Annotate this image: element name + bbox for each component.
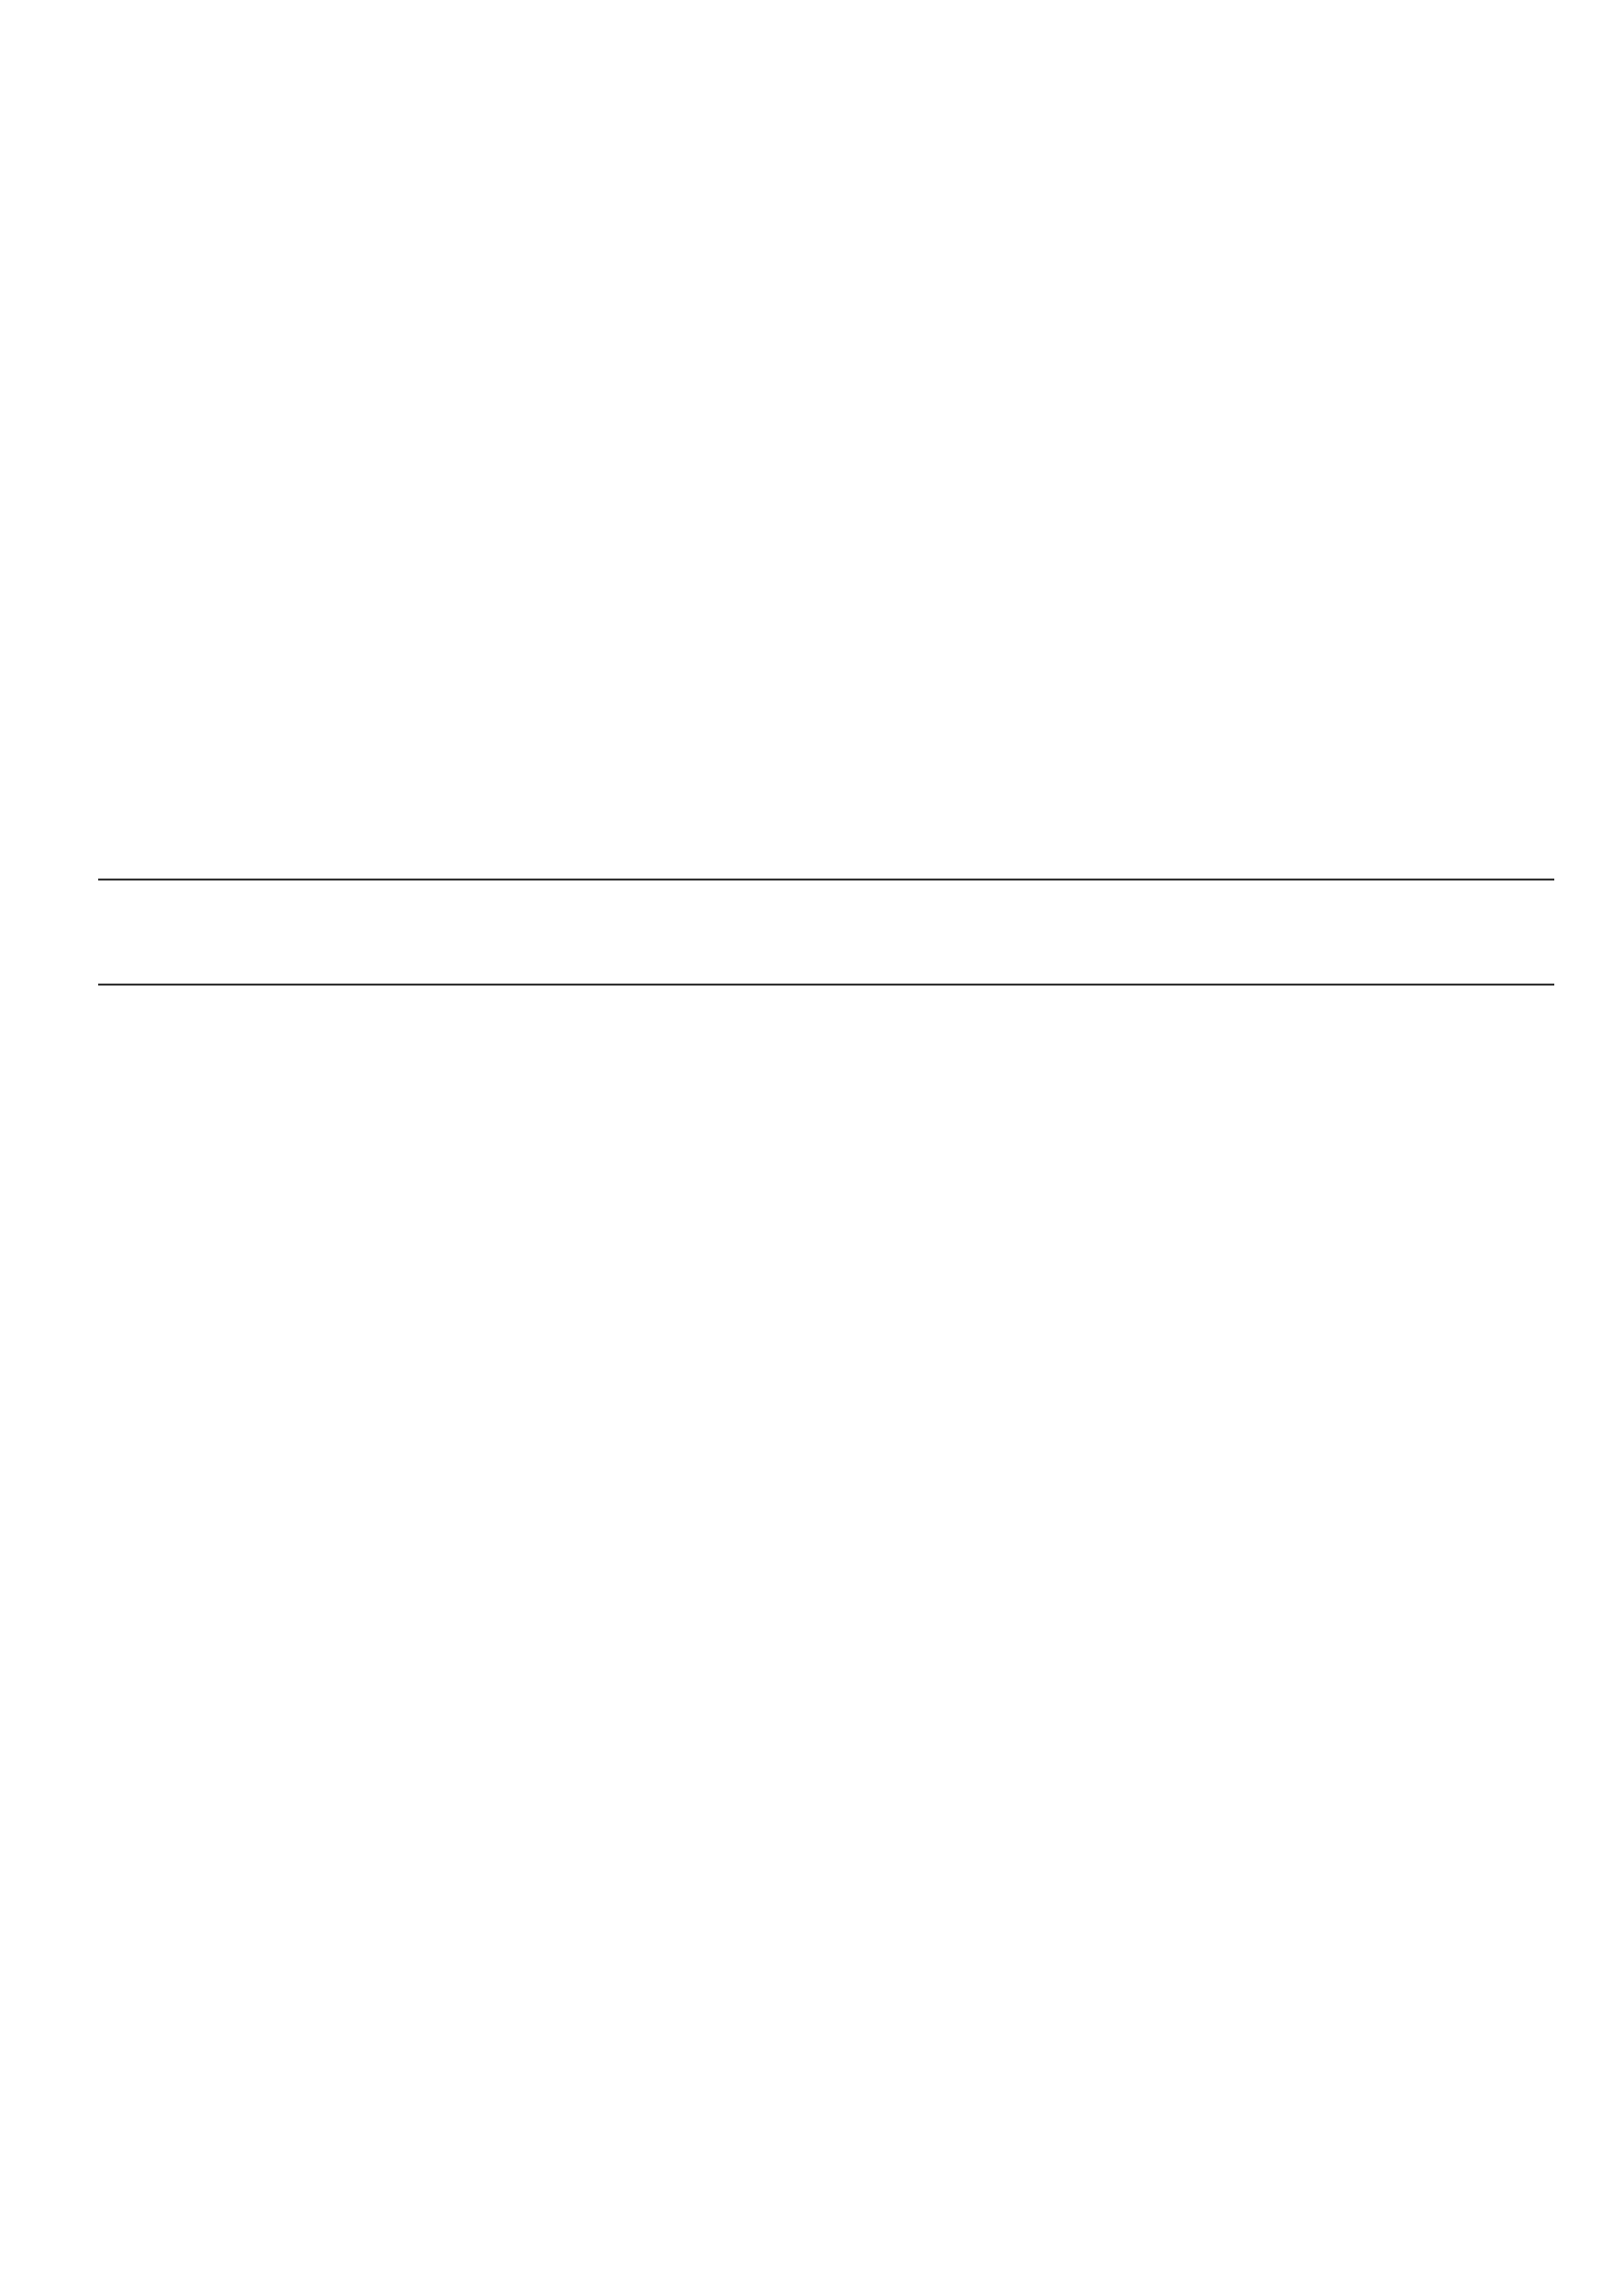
column-headers <box>0 887 1624 956</box>
header-bottom-rule <box>98 984 1554 986</box>
header-top-rule <box>98 879 1554 881</box>
